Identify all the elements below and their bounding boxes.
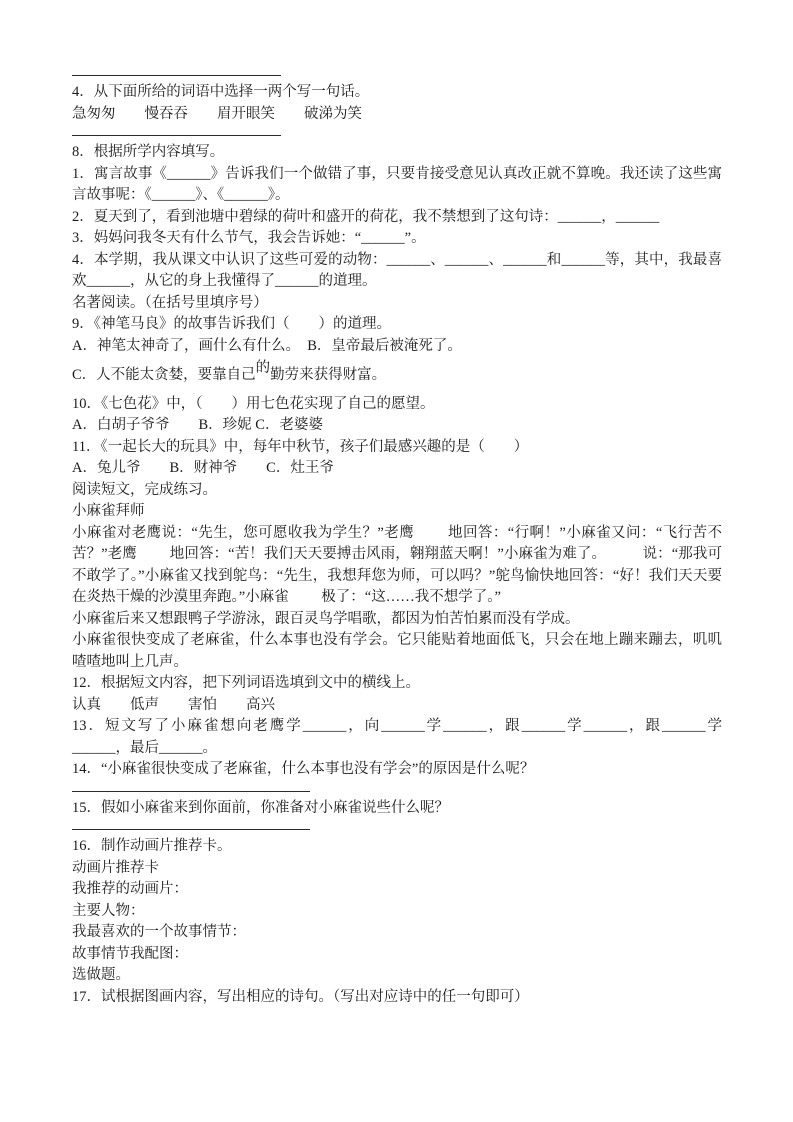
text-segment: 勤劳来获得财富。: [270, 367, 387, 383]
card-field-main-characters: 主要人物：: [72, 902, 145, 919]
question-9-options-ab: A．神笔太神奇了，画什么有什么。 B．皇帝最后被淹死了。: [72, 337, 462, 354]
answer-line-top: [72, 75, 281, 76]
question-8: 8．根据所学内容填写。: [72, 144, 225, 160]
question-8-item-1: 1．寓言故事《______》告诉我们一个做错了事，只要肯接受意见认真改正就不算晚。我还读了这些寓言故事呢：《______》、《______》。: [72, 165, 722, 203]
word-bank-question-12: 认真 低声 害怕 高兴: [72, 696, 275, 713]
question-11-options: A．兔儿爷 B．财神爷 C．灶王爷: [72, 460, 334, 476]
card-field-plot-illustration: 故事情节我配图：: [72, 945, 188, 962]
question-8-item-2: 2．夏天到了，看到池塘中碧绿的荷叶和盛开的荷花，我不禁想到了这句诗：______，______: [72, 208, 660, 225]
question-9-option-c: [72, 360, 722, 387]
superscript-char: 的: [255, 360, 271, 377]
document-content: [72, 72, 722, 1008]
question-4: 4．从下面所给的词语中选择一两个写一句话。: [72, 84, 370, 100]
question-10: 10．《七色花》中，（ ）用七色花实现了自己的愿望。: [72, 395, 435, 412]
card-field-favorite-plot: 我最喜欢的一个故事情节：: [72, 924, 246, 940]
recommend-card-title: 动画片推荐卡: [72, 859, 159, 876]
question-14: 14．“小麻雀很快变成了老麻雀，什么本事也没有学会”的原因是什么呢？: [72, 761, 535, 777]
answer-line-above-question-8: [72, 135, 281, 136]
question-11: 11．《一起长大的玩具》中，每年中秋节，孩子们最感兴趣的是（ ）: [72, 438, 529, 455]
passage-paragraph-3: 小麻雀很快变成了老麻雀，什么本事也没有学会。它只能贴着地面低飞，只会在地上蹦来蹦去，叽叽喳喳地叫上几声。: [72, 632, 722, 670]
passage-title: 小麻雀拜师: [72, 503, 145, 519]
question-9: 9．《神笔马良》的故事告诉我们（ ）的道理。: [72, 316, 391, 332]
question-15: 15．假如小麻雀来到你面前，你准备对小麻雀说些什么呢？: [72, 799, 449, 816]
question-10-options: A．白胡子爷爷 B．珍妮 C．老婆婆: [72, 417, 323, 433]
optional-question-note: 选做题。: [72, 967, 130, 983]
passage-paragraph-2: 小麻雀后来又想跟鸭子学游泳，跟百灵鸟学唱歌，都因为怕苦怕累而没有学成。: [72, 610, 580, 627]
question-12: 12．根据短文内容，把下列词语选填到文中的横线上。: [72, 675, 420, 691]
question-13: 13．短文写了小麻雀想向老鹰学______，向______学______，跟______学______，跟______学______，最后______。: [72, 718, 722, 756]
reading-section-header: 阅读短文，完成练习。: [72, 481, 217, 498]
answer-line-question-15: [72, 829, 310, 830]
word-bank-question-4: 急匆匆 慢吞吞 眉开眼笑 破涕为笑: [72, 105, 362, 122]
answer-line-question-14: [72, 791, 310, 792]
passage-paragraph-1: 小麻雀对老鹰说：“先生，您可愿收我为学生？”老鹰 地回答：“行啊！”小麻雀又问：“飞行苦不苦？”老鹰 地回答：“苦！我们天天要搏击风雨，翱翔蓝天啊！”小麻雀为难了。 说：“那我可不敢学了。”小麻雀又找到鸵鸟：“先生，我想拜您为师，可以吗？”鸵鸟愉快地回答：“好！我们天天要在炎热干燥的沙漠里奔跑。”小麻雀 极了：“这……我不想学了。”: [72, 524, 722, 605]
section-famous-books-note: 名著阅读。（在括号里填序号）: [72, 294, 268, 311]
question-8-item-4: 4．本学期，我从课文中认识了这些可爱的动物：______、______、______和______等，其中，我最喜欢______，从它的身上我懂得了______的道理。: [72, 251, 722, 289]
question-16: 16．制作动画片推荐卡。: [72, 838, 232, 854]
question-17: 17．试根据图画内容，写出相应的诗句。（写出对应诗中的任一句即可）: [72, 988, 529, 1005]
card-field-film: 我推荐的动画片：: [72, 881, 188, 897]
text-segment: C．人不能太贪婪，要靠自己: [72, 367, 256, 383]
question-8-item-3: 3．妈妈问我冬天有什么节气，我会告诉她：“______”。: [72, 230, 426, 246]
